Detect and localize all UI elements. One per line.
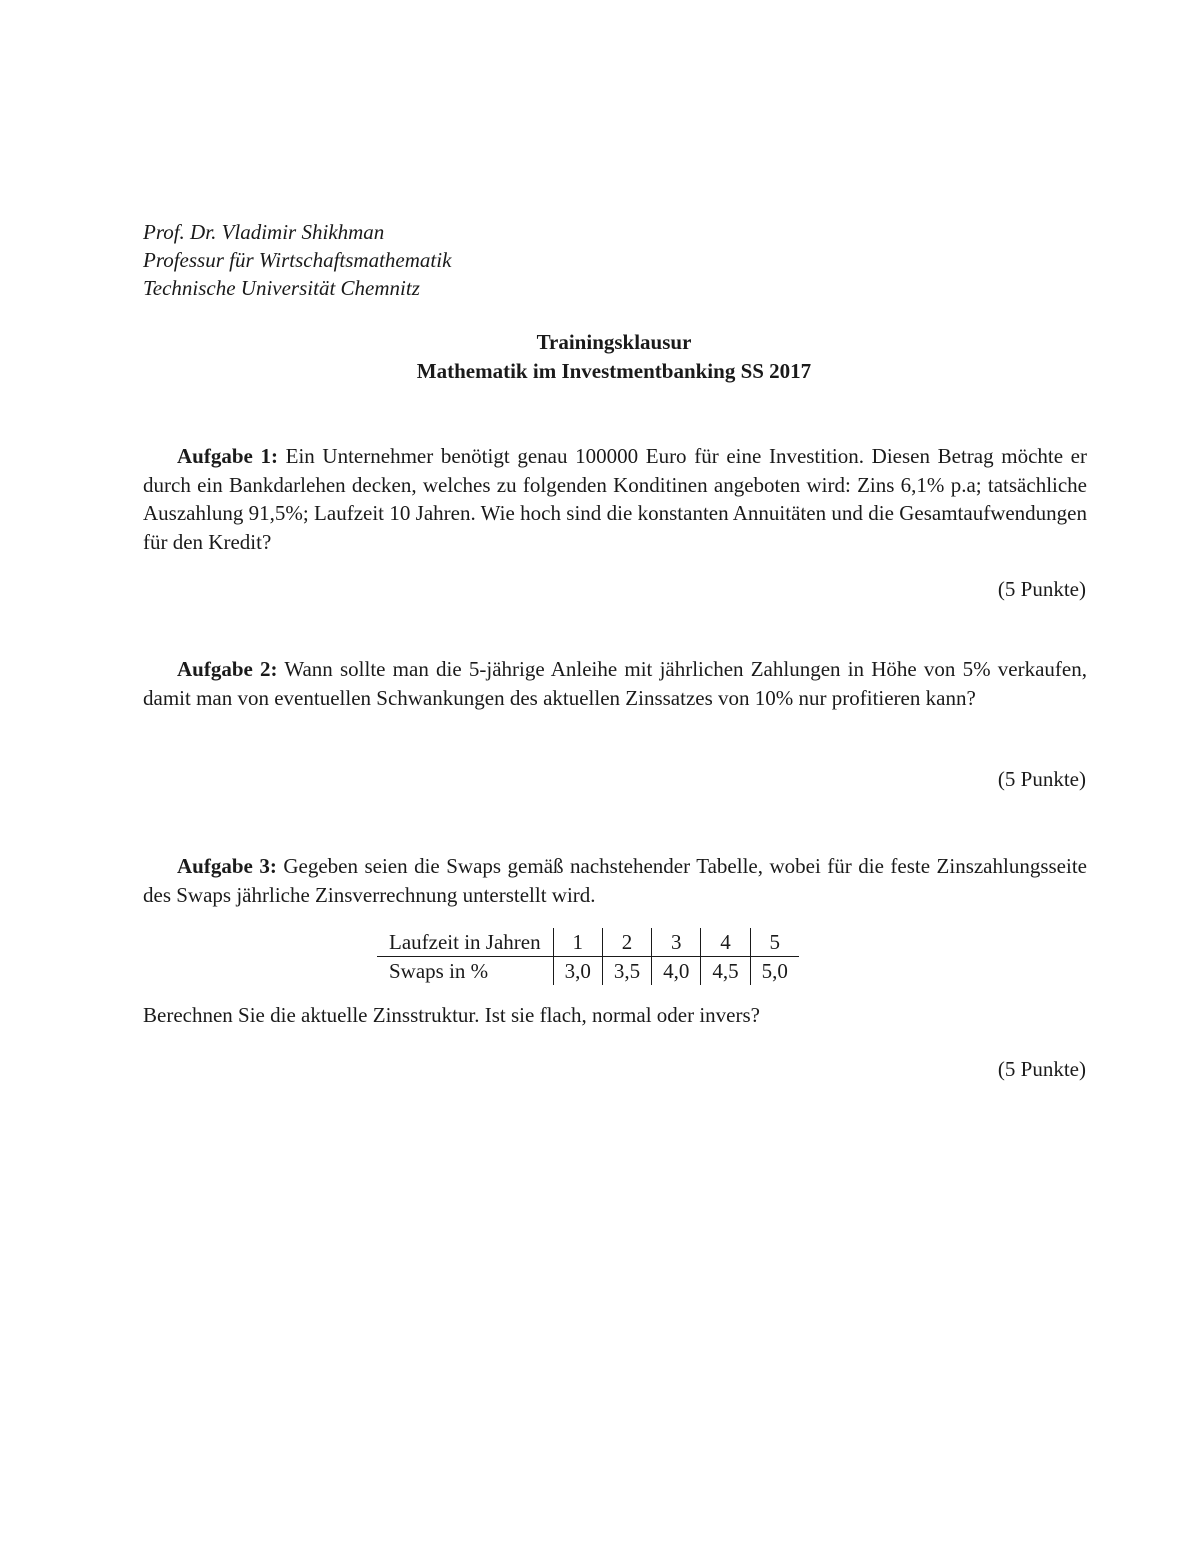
- table-cell-year: 1: [553, 928, 602, 957]
- author-chair: Professur für Wirtschaftsmathematik: [143, 248, 452, 272]
- table-cell-rate: 3,0: [553, 957, 602, 986]
- author-name: Prof. Dr. Vladimir Shikhman: [143, 220, 385, 244]
- swap-rates-table: [377, 928, 799, 985]
- task-1: [143, 442, 1087, 556]
- table-row-rates: [377, 957, 799, 986]
- table-cell-year: 2: [602, 928, 651, 957]
- task-2-text: Wann sollte man die 5-jährige Anleihe mit jährlichen Zahlungen in Höhe von 5% verkaufen, damit man von eventuellen Schwankungen des aktuellen Zinssatzes von 10% nur profitieren kann?: [143, 657, 1087, 710]
- table-cell-rate: 5,0: [761, 959, 788, 983]
- table-header-label: Laufzeit in Jahren: [377, 928, 553, 957]
- exam-title: [0, 328, 1200, 386]
- table-cell-year: 4: [701, 928, 750, 957]
- task-2-label: Aufgabe 2:: [177, 657, 278, 681]
- exam-title-line2: Mathematik im Investmentbanking SS 2017: [416, 359, 812, 383]
- task-3-followup: Berechnen Sie die aktuelle Zinsstruktur. Ist sie flach, normal oder invers?: [143, 1003, 760, 1027]
- table-cell-rate: 4,0: [652, 957, 701, 986]
- exam-title-line1: Trainingsklausur: [536, 330, 692, 354]
- author-university: Technische Universität Chemnitz: [143, 276, 420, 300]
- task-3: [143, 852, 1087, 909]
- task-3-label: Aufgabe 3:: [177, 854, 277, 878]
- task-2: [143, 655, 1087, 712]
- task-3-points: (5 Punkte): [997, 1057, 1086, 1081]
- task-2-points: (5 Punkte): [997, 767, 1086, 791]
- task-1-text: Ein Unternehmer benötigt genau 100000 Euro für eine Investition. Diesen Betrag möchte er durch ein Bankdarlehen decken, welches zu folgenden Konditinen angeboten wird: Zins 6,1% p.a; tatsächliche Auszahlung 91,5%; Laufzeit 10 Jahren. Wie hoch sind die konstanten Annuitäten und die Gesamtaufwendungen für den Kredit?: [143, 444, 1087, 554]
- table-row-label: Swaps in %: [377, 957, 553, 986]
- table-cell-year: 3: [652, 928, 701, 957]
- table-cell-year: 5: [750, 928, 799, 957]
- task-1-label: Aufgabe 1:: [177, 444, 278, 468]
- table-cell-rate: 4,5: [701, 957, 750, 986]
- table-cell-rate: 3,5: [602, 957, 651, 986]
- table-row-years: [377, 928, 799, 957]
- author-block: [143, 218, 451, 302]
- task-1-points: (5 Punkte): [997, 577, 1086, 601]
- task-3-text: Gegeben seien die Swaps gemäß nachstehender Tabelle, wobei für die feste Zinszahlungsseite des Swaps jährliche Zinsverrechnung unterstellt wird.: [143, 854, 1087, 907]
